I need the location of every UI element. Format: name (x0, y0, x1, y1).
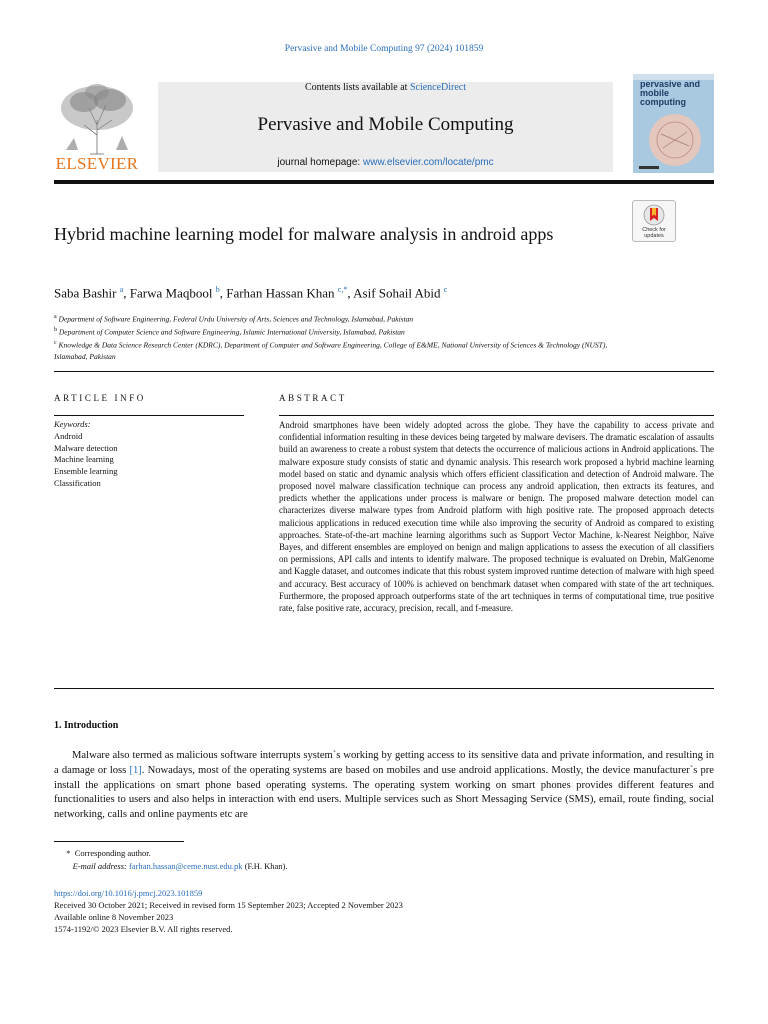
affiliation-item: $^b$ Department of Computer Science and Software Engineering, Islamic International University, Islamabad, Pakistan (54, 327, 405, 337)
article-info-heading: ARTICLE INFO (54, 393, 146, 403)
author-name[interactable]: Saba Bashir (54, 285, 117, 301)
copyright: 1574-1192/© 2023 Elsevier B.V. All rights reserved. (54, 924, 233, 934)
affiliation-item: $^a$ Department of Software Engineering, Federal Urdu University of Arts, Sciences and Technology, Islamabad, Pakistan (54, 314, 414, 324)
article-info-rule (54, 415, 244, 416)
author-affiliation-marker[interactable]: b (215, 285, 220, 294)
article-title: Hybrid machine learning model for malware analysis in android apps (54, 224, 554, 244)
affiliation-item: $^c$ Knowledge & Data Science Research Center (KDRC), Department of Computer and Software Engineering, College of E&ME, National University of Sciences & Technology (NUST), Islamabad, Pakistan (54, 340, 608, 361)
journal-cover-thumbnail[interactable] (633, 74, 714, 173)
introduction-paragraph: Malware also termed as malicious software interrupts system`s working by getting access to its sensitive data and private information, and resulting in a damage or loss [1]. Nowadays, most of the operating systems are based on mobiles and use android applications. Mostly, the device manufacturer`s pre install the applications on smart phone based operating systems. The operating system working on smart phones provides different features and functionalities to users and also helps in interaction with end users. Multiple services such as Short Messaging Service (SMS), email, route finding, social networking, calls and online payments etc are (54, 750, 715, 821)
homepage-prefix: journal homepage: (277, 157, 363, 168)
author-list: Saba Bashir $^a$, Farwa Maqbool $^b$, Farhan Hassan Khan $^{c,*}$, Asif Sohail Abid $^c$ (54, 285, 448, 301)
author-name[interactable]: Farwa Maqbool (129, 285, 213, 301)
title-divider (54, 371, 714, 372)
doi-link[interactable]: https://doi.org/10.1016/j.pmcj.2023.101859 (54, 888, 203, 898)
author-affiliation-marker[interactable]: c (443, 285, 448, 294)
keyword-item: Malware detection (54, 442, 118, 453)
keywords-label: Keywords: (54, 419, 91, 429)
available-online: Available online 8 November 2023 (54, 912, 174, 922)
header-divider (54, 180, 714, 184)
check-for-updates-button[interactable] (632, 200, 676, 242)
affiliations (54, 312, 624, 363)
elsevier-logo[interactable] (54, 80, 140, 174)
contents-line (158, 82, 613, 93)
author-affiliation-marker[interactable]: a (119, 285, 124, 294)
abstract-end-divider (54, 688, 714, 689)
keywords-list (54, 419, 118, 490)
tree-logo-icon (54, 80, 140, 156)
abstract-heading: ABSTRACT (279, 393, 347, 403)
homepage-link[interactable]: www.elsevier.com/locate/pmc (363, 157, 494, 168)
author-affiliation-marker[interactable]: c,* (337, 285, 348, 294)
keyword-item: Classification (54, 477, 101, 488)
section-heading-introduction: 1. Introduction (54, 720, 119, 731)
abstract-text: Android smartphones have been widely adopted across the globe. They have the capability to access private and confidential information resulting in these devices being targeted by malware devisers. The dramatic escalation of assaults build an awareness to create a robust system that detects the occurrence of malicious actions in Android applications. The malware exposure study consists of static and dynamic analysis. This research work proposed a hybrid machine learning model based on static and dynamic analysis which offers efficient classification and detection of Android malware. The proposed novel malware classification technique can process any android application, then extracts its features, and predicts whether the applications under process is malware or benign. The proposed malware detection model can characterizes diverse malware types from Android platform with high positive rate. The proposed approach detects malicious applications in reduced execution time while also improving the security of Android as compared to existing approaches. State-of-the-art machine learning algorithms such as Support Vector Machine, k-Nearest Neighbor, Naïve Bayes, and different ensembles are employed on benign and malign applications to assess the execution of all classifiers on permissions, API calls and intents to identify malware. The proposed technique is evaluated on Drebin, MalGenome and Kaggle dataset, and outcomes indicate that this robust system improved runtime detection of malware with high speed and accuracy. Best accuracy of 100% is achieved on benchmark dataset when compared with state of the art techniques. Furthermore, the proposed approach outperforms state of the art techniques in terms of computational time, true positive rate, false positive rate, accuracy, precision, recall, and f-measure. (279, 420, 714, 614)
check-updates-label: Check for updates (642, 227, 666, 239)
journal-banner (158, 82, 613, 172)
received-dates: Received 30 October 2021; Received in revised form 15 September 2023; Accepted 2 November 2023 (54, 900, 403, 910)
footnotes (54, 847, 287, 872)
keyword-item: Machine learning (54, 454, 114, 465)
publication-info (54, 887, 403, 935)
corresponding-author-note: * Corresponding author. (62, 848, 151, 858)
journal-citation[interactable]: Pervasive and Mobile Computing 97 (2024) 101859 (284, 44, 484, 54)
author-name[interactable]: Asif Sohail Abid (353, 285, 441, 301)
bookmark-ribbon-icon (643, 204, 665, 228)
abstract-rule (279, 415, 714, 416)
journal-name: Pervasive and Mobile Computing (257, 114, 514, 135)
keyword-item: Android (54, 430, 83, 441)
sciencedirect-link[interactable]: ScienceDirect (409, 82, 467, 93)
journal-homepage (158, 157, 613, 168)
keyword-item: Ensemble learning (54, 466, 118, 477)
email-link[interactable]: farhan.hassan@ceme.nust.edu.pk (128, 860, 243, 871)
author-name[interactable]: Farhan Hassan Khan (226, 285, 335, 301)
contents-prefix: Contents lists available at (304, 82, 410, 93)
cover-title: pervasive and mobile computing (640, 79, 701, 107)
elsevier-wordmark: ELSEVIER (55, 154, 139, 173)
footnote-rule (54, 841, 184, 842)
email-note: E-mail address: farhan.hassan@ceme.nust.edu.pk (F.H. Khan). (72, 860, 288, 871)
reference-link[interactable]: [1] (129, 764, 142, 776)
